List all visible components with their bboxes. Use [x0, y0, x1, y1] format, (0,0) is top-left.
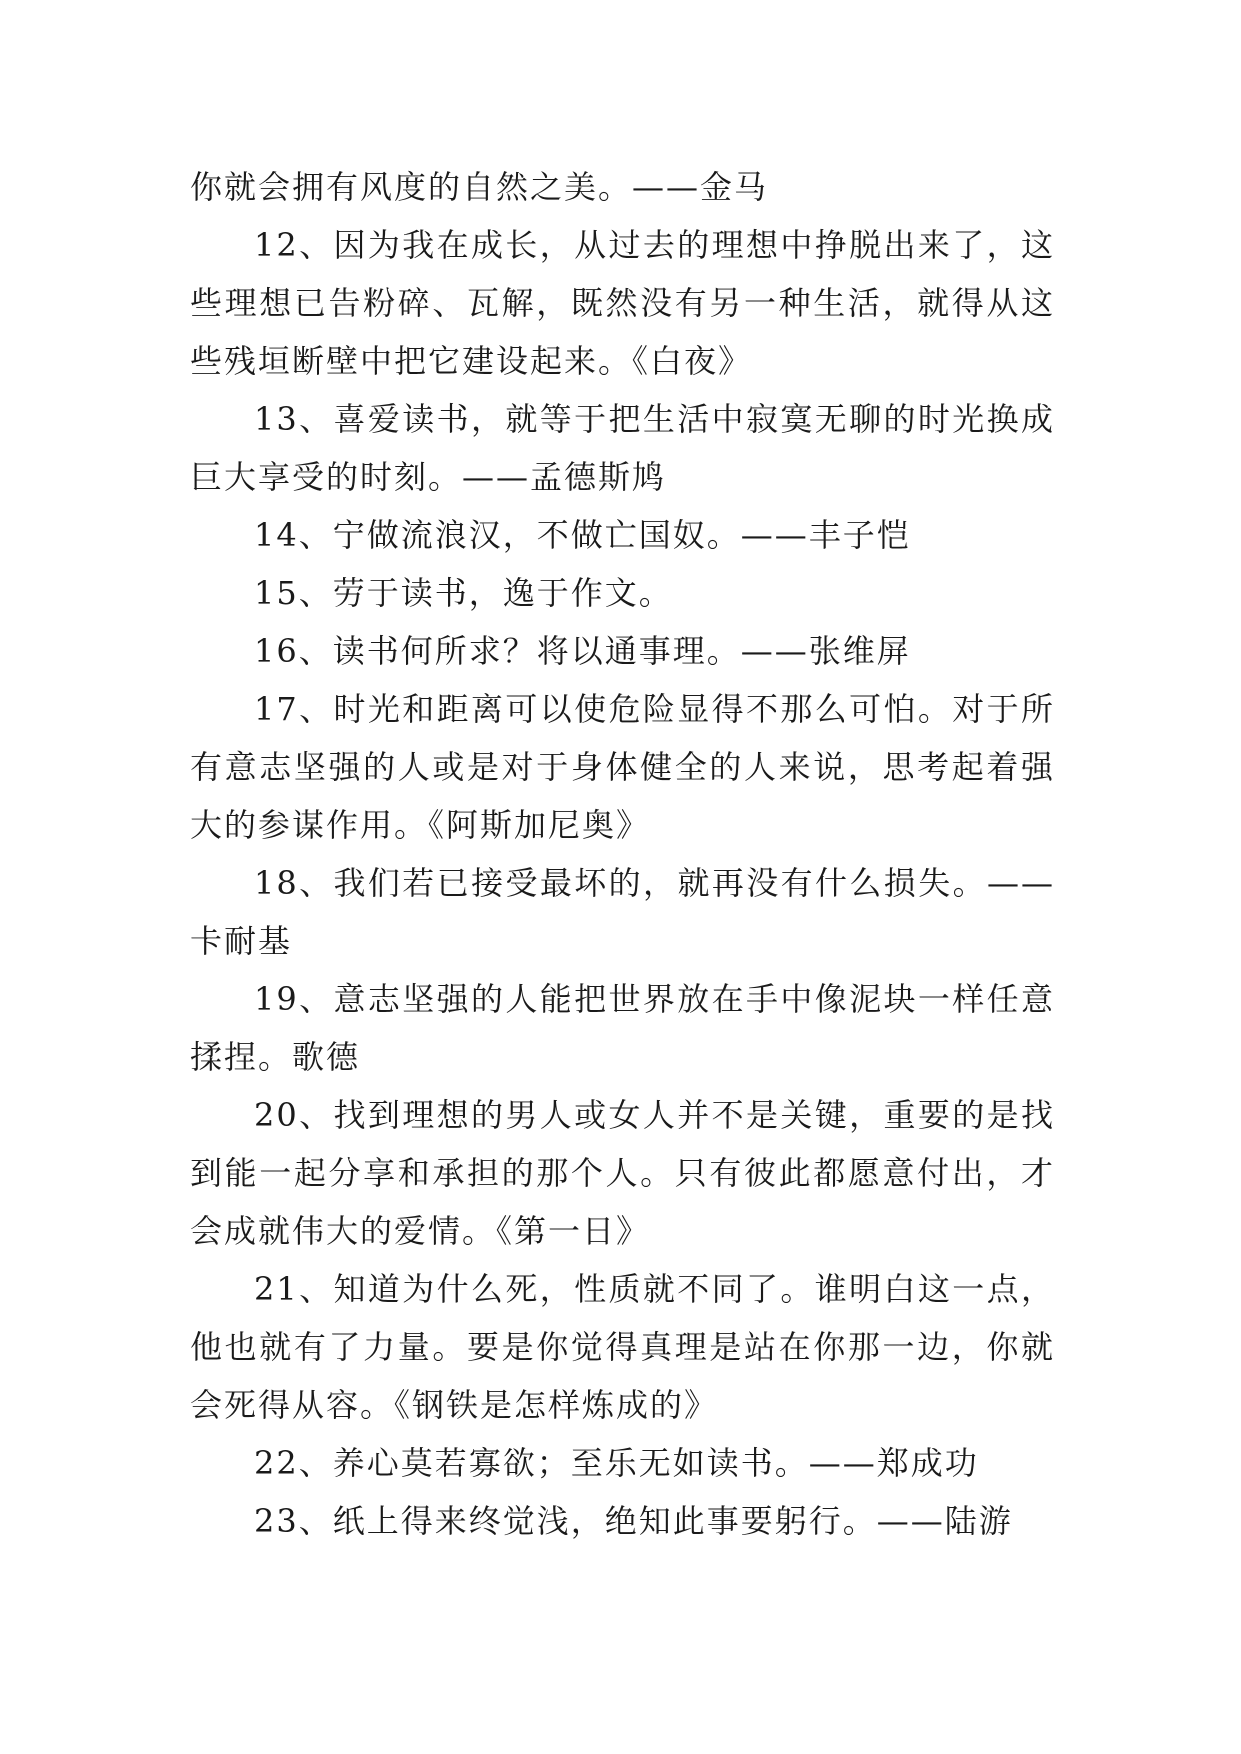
quote-18: 18、我们若已接受最坏的，就再没有什么损失。——卡耐基 [190, 864, 1055, 960]
quote-16: 16、读书何所求？将以通事理。——张维屏 [254, 632, 911, 670]
quote-12: 12、因为我在成长，从过去的理想中挣脱出来了，这些理想已告粉碎、瓦解，既然没有另一种生活，就得从这些残垣断壁中把它建设起来。《白夜》 [190, 226, 1055, 380]
quote-13: 13、喜爱读书，就等于把生活中寂寞无聊的时光换成巨大享受的时刻。——孟德斯鸠 [190, 400, 1055, 496]
quote-14: 14、宁做流浪汉，不做亡国奴。——丰子恺 [254, 516, 911, 554]
quote-19: 19、意志坚强的人能把世界放在手中像泥块一样任意揉捏。歌德 [190, 980, 1055, 1076]
quote-23: 23、纸上得来终觉浅，绝知此事要躬行。——陆游 [254, 1502, 1013, 1540]
quote-17: 17、时光和距离可以使危险显得不那么可怕。对于所有意志坚强的人或是对于身体健全的人来说，思考起着强大的参谋作用。《阿斯加尼奥》 [190, 690, 1055, 844]
quote-15: 15、劳于读书，逸于作文。 [254, 574, 673, 612]
document-body [190, 158, 1055, 1550]
quote-21: 21、知道为什么死，性质就不同了。谁明白这一点，他也就有了力量。要是你觉得真理是站在你那一边，你就会死得从容。《钢铁是怎样炼成的》 [190, 1270, 1055, 1424]
quote-22: 22、养心莫若寡欲；至乐无如读书。——郑成功 [254, 1444, 979, 1482]
quote-20: 20、找到理想的男人或女人并不是关键，重要的是找到能一起分享和承担的那个人。只有彼此都愿意付出，才会成就伟大的爱情。《第一日》 [190, 1096, 1055, 1250]
paragraph-continuation: 你就会拥有风度的自然之美。——金马 [190, 168, 769, 206]
